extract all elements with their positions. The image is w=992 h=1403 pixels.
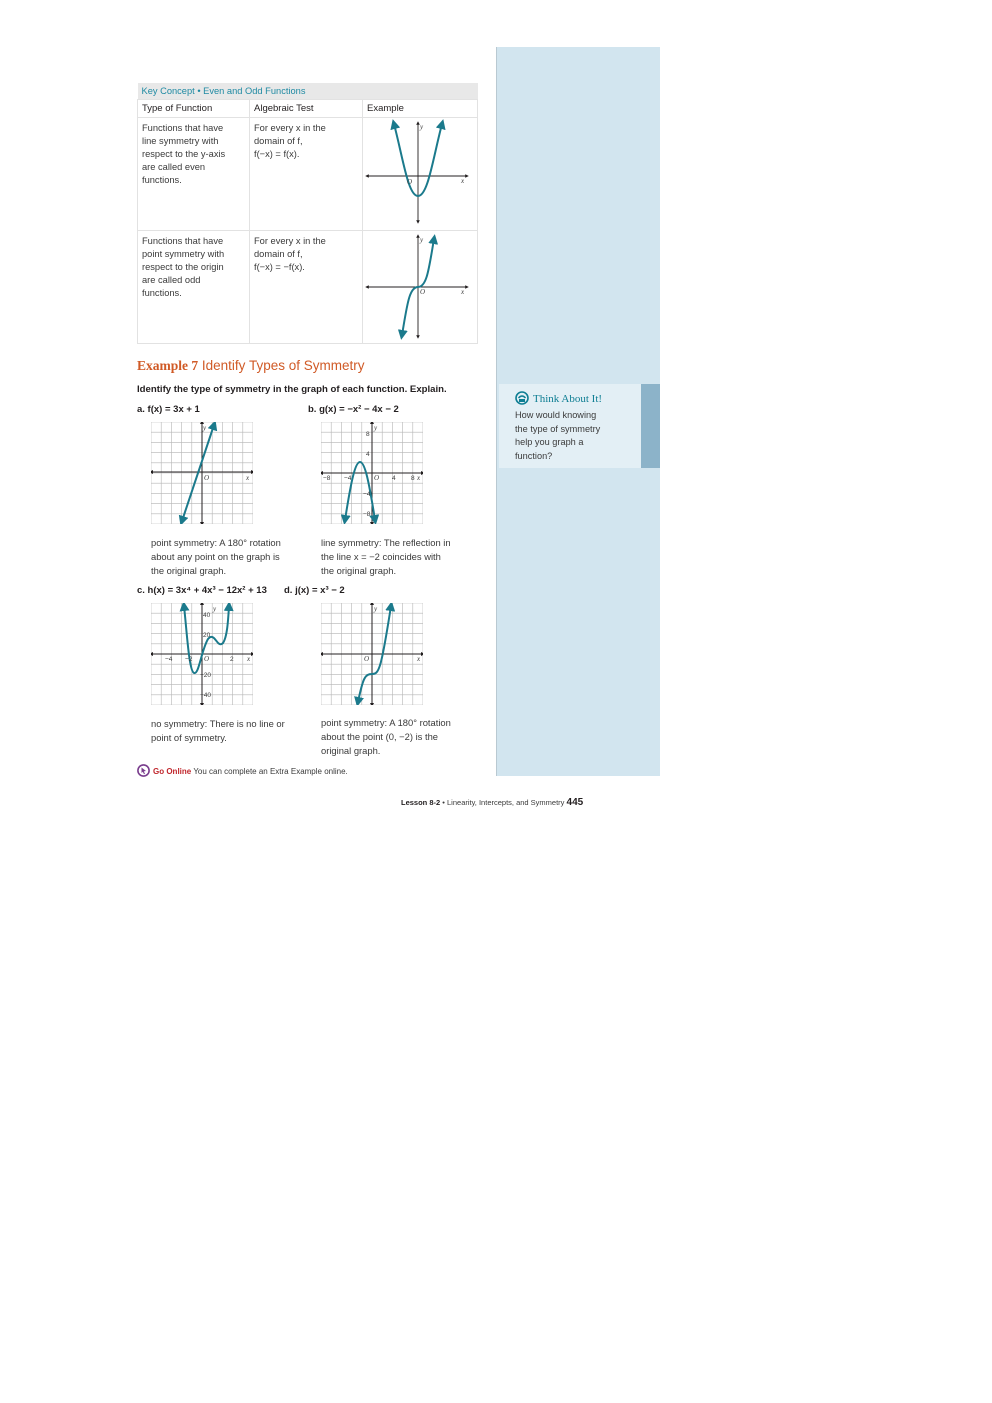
svg-text:2: 2: [230, 656, 234, 663]
footer-separator: •: [442, 798, 445, 807]
odd-function-graph: [363, 231, 477, 341]
part-b-explanation: line symmetry: The reflection in the line x = −2 coincides with the original graph.: [321, 537, 451, 576]
graph-c: [151, 603, 253, 705]
svg-text:−4: −4: [363, 491, 371, 498]
think-about-it-text: How would knowing the type of symmetry help you graph a function?: [515, 410, 601, 461]
footer-lesson: Lesson 8-2: [401, 798, 441, 807]
example-label: Example 7: [137, 358, 199, 373]
svg-text:O: O: [204, 655, 210, 663]
svg-text:y: y: [374, 605, 378, 613]
graph-d: [321, 603, 423, 705]
part-b-label: b. g(x) = −x² − 4x − 2: [308, 404, 399, 415]
svg-text:x: x: [417, 474, 421, 482]
key-concept-table: [137, 83, 478, 344]
svg-text:−8: −8: [323, 475, 331, 482]
svg-text:O: O: [407, 178, 413, 186]
svg-text:y: y: [203, 424, 207, 432]
part-c-explanation: no symmetry: There is no line or point of symmetry.: [151, 718, 285, 743]
svg-text:x: x: [247, 655, 251, 663]
cursor-icon: [137, 764, 150, 777]
sidebar-divider: [496, 47, 497, 776]
even-function-graph: [363, 118, 477, 228]
svg-text:−8: −8: [363, 511, 371, 518]
svg-text:20: 20: [203, 632, 211, 639]
svg-text:4: 4: [366, 451, 370, 458]
go-online-note[interactable]: [153, 767, 348, 776]
graph-a: [151, 422, 253, 524]
part-a-label: a. f(x) = 3x + 1: [137, 404, 200, 415]
think-about-it-title: Think About It!: [533, 393, 603, 405]
svg-text:x: x: [246, 474, 250, 482]
even-test-cell: For every x in the domain of f, f(−x) = f(x).: [250, 118, 363, 231]
svg-text:x: x: [417, 655, 421, 663]
go-online-text: You can complete an Extra Example online.: [193, 767, 348, 776]
part-d-explanation: point symmetry: A 180° rotation about the point (0, −2) is the original graph.: [321, 717, 451, 756]
odd-type-cell: Functions that have point symmetry with respect to the origin are called odd functions.: [138, 231, 250, 344]
go-online-label[interactable]: Go Online: [153, 767, 192, 776]
footer-title: Linearity, Intercepts, and Symmetry: [447, 798, 565, 807]
page-number: 445: [566, 797, 584, 808]
svg-text:−2: −2: [185, 656, 193, 663]
svg-text:y: y: [213, 605, 217, 613]
svg-text:−4: −4: [165, 656, 173, 663]
svg-text:y: y: [374, 424, 378, 432]
graph-b: [321, 422, 423, 524]
header-test: Algebraic Test: [250, 100, 363, 118]
even-type-cell: Functions that have line symmetry with respect to the y-axis are called even functions.: [138, 118, 250, 231]
page-footer: [401, 797, 583, 808]
example-heading: [137, 358, 364, 374]
svg-text:O: O: [204, 474, 210, 482]
svg-text:x: x: [461, 177, 465, 185]
part-a-explanation: point symmetry: A 180° rotation about any point on the graph is the original graph.: [151, 537, 281, 576]
svg-text:O: O: [364, 655, 370, 663]
svg-text:y: y: [420, 123, 424, 131]
svg-text:y: y: [420, 236, 424, 244]
odd-example-cell: [363, 231, 478, 344]
svg-text:−40: −40: [200, 692, 212, 699]
part-d-label: d. j(x) = x³ − 2: [284, 585, 345, 596]
example-instruction: Identify the type of symmetry in the graph of each function. Explain.: [137, 384, 447, 395]
thinking-head-icon: [515, 391, 529, 405]
key-concept-title: Key Concept • Even and Odd Functions: [138, 83, 478, 100]
think-about-it-tab: [641, 384, 660, 468]
svg-text:8: 8: [366, 431, 370, 438]
svg-text:8: 8: [411, 475, 415, 482]
example-title: Identify Types of Symmetry: [201, 358, 365, 373]
even-example-cell: [363, 118, 478, 231]
svg-text:O: O: [420, 288, 426, 296]
odd-test-cell: For every x in the domain of f, f(−x) = −f(x).: [250, 231, 363, 344]
svg-text:−20: −20: [200, 672, 212, 679]
svg-text:40: 40: [203, 612, 211, 619]
svg-text:x: x: [461, 288, 465, 296]
svg-text:4: 4: [392, 475, 396, 482]
part-c-label: c. h(x) = 3x⁴ + 4x³ − 12x² + 13: [137, 585, 267, 596]
svg-text:−4: −4: [344, 475, 352, 482]
svg-text:O: O: [374, 474, 380, 482]
header-type: Type of Function: [138, 100, 250, 118]
header-example: Example: [363, 100, 478, 118]
